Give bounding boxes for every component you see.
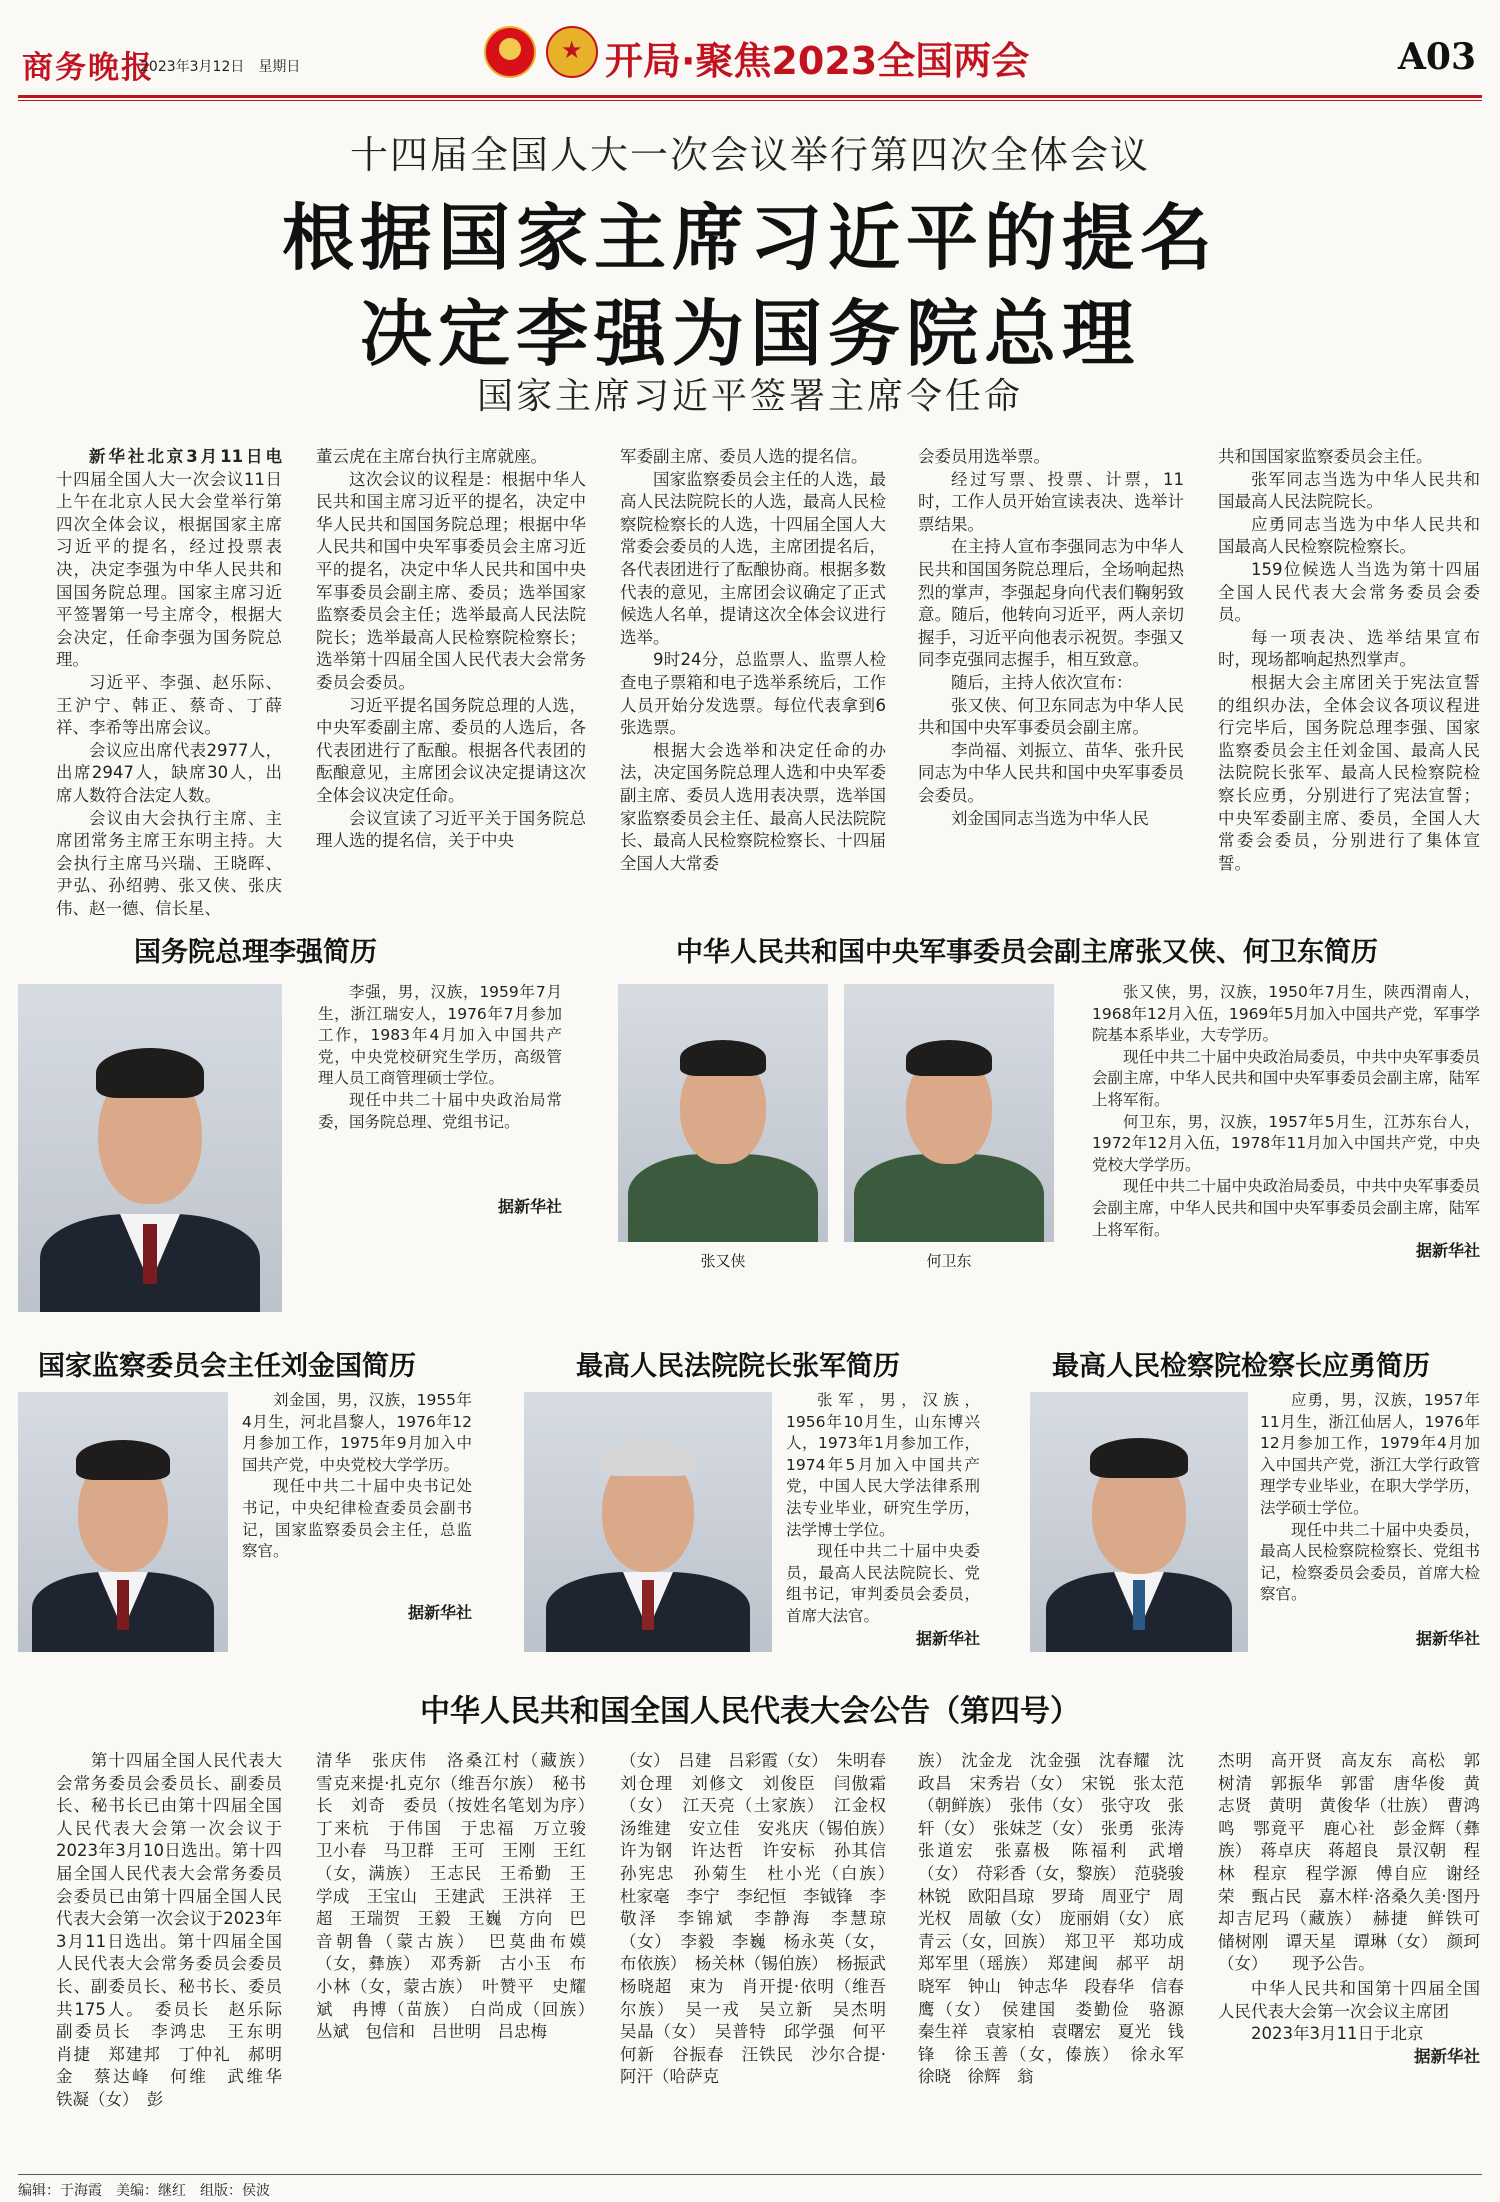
article-paragraph: 李尚福、刘振立、苗华、张升民同志为中华人民共和国中央军事委员会委员。	[918, 740, 1184, 805]
notice-paragraph: （女） 吕建 吕彩霞（女） 朱明春 刘仓理 刘修文 刘俊臣 闫傲霜（女） 江天亮（土家族） 江金权 汤维建 安立佳 安兆庆（锡伯族） 许为钢 许达哲 许安标 孙其信 孙宪忠 孙菊生 杜小光（白族） 杜家毫 李宁 李纪恒 李钺锋 李敬泽 李锦斌 李静海 李慧琼（女） 李毅 李巍 杨永英（女，布依族） 杨关林（锡伯族） 杨振武 杨晓超 束为 肖开提·依明（维吾尔族） 吴一戎 吴立新 吴杰明 吴晶（女） 吴普特 邱学强 何平 何新 谷振春 汪铁民 沙尔合提·阿汗（哈萨克	[620, 1751, 903, 2087]
article-paragraph: 习近平提名国务院总理的人选，中央军委副主席、委员的人选后，各代表团进行了酝酿。根据各代表团的酝酿意见，主席团会议决定提请这次全体会议决定任命。	[316, 695, 586, 805]
notice-column-5	[1218, 1750, 1497, 2068]
article-paragraph: 董云虎在主席台执行主席就座。	[316, 447, 547, 466]
bio-text-zhangjun	[786, 1390, 980, 1628]
notice-paragraph: 第十四届全国人民代表大会常务委员会委员长、副委员长、秘书长已由第十四届全国人民代表大会第一次会议于2023年3月10日选出。第十四届全国人民代表大会常务委员会委员已由第十四届全国人民代表大会第一次会议于2023年3月11日选出。第十四届全国人民代表大会常务委员会委员长、副委员长、秘书长、委员共175人。 委员长 赵乐际 副委员长 李鸿忠 王东明 肖捷 郑建邦 丁仲礼 郝明金 蔡达峰 何维 武维华 铁凝（女） 彭	[56, 1751, 299, 2109]
article-paragraph: 张军同志当选为中华人民共和国最高人民法院院长。	[1218, 469, 1480, 512]
bio-paragraph: 张军，男，汉族，1956年10月生，山东博兴人，1973年1月参加工作，1974年5月加入中国共产党，中国人民大学法律系刑法专业毕业，研究生学历，法学博士学位。	[786, 1391, 980, 1539]
headline-kicker: 十四届全国人大一次会议举行第四次全体会议	[349, 133, 1150, 177]
divider	[18, 100, 1482, 101]
headline-line2: 决定李强为国务院总理	[359, 291, 1140, 376]
notice-column-1	[56, 1750, 299, 2112]
article-paragraph: 在主持人宣布李强同志为中华人民共和国国务院总理后，全场响起热烈的掌声，李强起身向代表们鞠躬致意。随后，他转向习近平，两人亲切握手，习近平向他表示祝贺。李强又同李克强同志握手，相互致意。	[918, 537, 1184, 670]
bio-title-zhangjun: 最高人民法院院长张军简历	[576, 1351, 900, 1382]
article-paragraph: 每一项表决、选举结果宣布时，现场都响起热烈掌声。	[1218, 627, 1480, 670]
photo-caption: 张又侠	[700, 1252, 746, 1270]
bio-paragraph: 现任中共二十届中央政治局常委，国务院总理、党组书记。	[318, 1090, 562, 1131]
notice-paragraph: 清华 张庆伟 洛桑江村（藏族） 雪克来提·扎克尔（维吾尔族） 秘书长 刘奇 委员（按姓名笔划为序） 丁来杭 于伟国 于忠福 万立骏 卫小春 马卫群 王可 王刚 王红（女，满族） 王志民 王希勤 王学成 王宝山 王建武 王洪祥 王超 王瑞贺 王毅 王巍 方向 巴音朝鲁（蒙古族） 巴莫曲布嫫（女，彝族） 邓秀新 古小玉 布小林（女，蒙古族） 叶赞平 史耀斌 冉博（苗族） 白尚成（回族） 丛斌 包信和 吕世明 吕忠梅	[316, 1751, 603, 2042]
portrait-yingyong	[1030, 1392, 1248, 1652]
credit: 据新华社	[1414, 2046, 1480, 2066]
bio-title-yingyong: 最高人民检察院检察长应勇简历	[1052, 1351, 1430, 1382]
article-column-2	[316, 446, 586, 853]
bio-text-military	[1092, 982, 1480, 1241]
notice-column-4	[918, 1750, 1201, 2089]
cppcc-emblem-icon	[546, 26, 598, 78]
article-paragraph: 根据大会主席团关于宪法宣誓的组织办法，全体会议各项议程进行完毕后，国务院总理李强、国家监察委员会主任刘金国、最高人民法院院长张军、最高人民检察院检察长应勇，分别进行了宪法宣誓；中央军委副主席、委员，全国人大常委会委员，分别进行了集体宣誓。	[1218, 672, 1480, 873]
issue-date: 2023年3月12日 星期日	[140, 59, 301, 75]
article-paragraph: 159位候选人当选为第十四届全国人民代表大会常务委员会委员。	[1218, 559, 1480, 625]
article-paragraph: 经过写票、投票、计票，11时，工作人员开始宣读表决、选举计票结果。	[918, 469, 1184, 534]
notice-date: 2023年3月11日于北京	[1251, 2024, 1424, 2044]
notice-signature: 中华人民共和国第十四届全国人民代表大会第一次会议主席团	[1218, 1978, 1480, 2021]
portrait-zhangyouxia	[618, 984, 828, 1242]
national-emblem-icon	[484, 26, 536, 78]
bio-paragraph: 李强，男，汉族，1959年7月生，浙江瑞安人，1976年7月参加工作，1983年4月加入中国共产党，中央党校研究生学历，高级管理人员工商管理硕士学位。	[318, 983, 562, 1088]
headline-subtitle: 国家主席习近平签署主席令任命	[476, 376, 1023, 417]
article-paragraph: 9时24分，总监票人、监票人检查电子票箱和电子选举系统后，工作人员开始分发选票。每位代表拿到6张选票。	[620, 650, 886, 738]
notice-column-3	[620, 1750, 903, 2089]
bio-paragraph: 现任中共二十届中央委员，最高人民法院院长、党组书记，审判委员会委员，首席大法官。	[786, 1542, 980, 1625]
masthead	[0, 0, 1500, 122]
article-column-1	[56, 446, 282, 920]
article-paragraph: 国家监察委员会主任的人选，最高人民法院院长的人选，最高人民检察院检察长的人选，十四届全国人大常委会委员的人选，主席团提名后，各代表团进行了酝酿协商。根据多数代表的意见，主席团会议确定了正式候选人名单，提请这次全体会议进行选举。	[620, 469, 886, 647]
bio-paragraph: 现任中共二十届中央委员，最高人民检察院检察长、党组书记，检察委员会委员，首席大检察官。	[1260, 1520, 1480, 1604]
portrait-zhangjun	[524, 1392, 772, 1652]
article-paragraph: 随后，主持人依次宣布：	[951, 672, 1133, 692]
article-column-5	[1218, 446, 1480, 875]
portrait-liqiang	[18, 984, 282, 1312]
bio-paragraph: 现任中共二十届中央政治局委员，中共中央军事委员会副主席，中华人民共和国中央军事委员会副主席，陆军上将军衔。	[1092, 1047, 1480, 1109]
article-paragraph: 根据大会选举和决定任命的办法，决定国务院总理人选和中央军委副主席、委员人选用表决票，选举国家监察委员会主任、最高人民法院院长、最高人民检察院检察长、十四届全国人大常委	[620, 740, 886, 873]
article-column-4	[918, 446, 1184, 830]
page-number: A03	[1398, 36, 1477, 78]
divider	[18, 2174, 1482, 2175]
bio-title-military: 中华人民共和国中央军事委员会副主席张又侠、何卫东简历	[676, 937, 1378, 968]
notice-paragraph: 杰明 高开贤 高友东 高松 郭树清 郭振华 郭雷 唐华俊 黄志贤 黄明 黄俊华（壮族） 曹鸿鸣 鄂竟平 鹿心社 彭金辉（彝族） 蒋卓庆 蒋超良 景汉朝 程林 程京 程学源 傅自应 谢经荣 甄占民 嘉木样·洛桑久美·图丹却吉尼玛（藏族） 赫捷 鲜铁可 储树刚 谭天星 谭琳（女） 颜珂（女） 现予公告。	[1218, 1751, 1497, 1974]
notice-column-2	[316, 1750, 603, 2044]
notice-title: 中华人民共和国全国人民代表大会公告（第四号）	[420, 1694, 1080, 1729]
headline-line1: 根据国家主席习近平的提名	[281, 195, 1218, 280]
bio-text-liqiang	[318, 982, 562, 1133]
bio-text-liujinguo	[242, 1390, 472, 1563]
article-paragraph: 刘金国同志当选为中华人民	[951, 808, 1149, 828]
divider	[18, 95, 1482, 98]
article-paragraph: 张又侠、何卫东同志为中华人民共和国中央军事委员会副主席。	[918, 695, 1184, 738]
article-paragraph: 这次会议的议程是：根据中华人民共和国主席习近平的提名，决定中华人民共和国国务院总理；根据中华人民共和国中央军事委员会主席习近平的提名，决定中华人民共和国中央军事委员会副主席、委员；选举国家监察委员会主任；选举最高人民法院院长；选举最高人民检察院检察长；选举第十四届全国人民代表大会常务委员会委员。	[316, 469, 586, 692]
credit: 据新华社	[497, 1197, 562, 1216]
paper-name: 商务晚报	[22, 50, 154, 86]
article-paragraph: 共和国国家监察委员会主任。	[1218, 447, 1433, 466]
article-paragraph: 会议由大会执行主席、主席团常务主席王东明主持。大会执行主席马兴瑞、王晓晖、尹弘、孙绍骋、张又侠、张庆伟、赵一德、信长星、	[56, 808, 282, 918]
bio-paragraph: 应勇，男，汉族，1957年11月生，浙江仙居人，1976年12月参加工作，1979年4月加入中国共产党，浙江大学行政管理学专业毕业，在职大学学历，法学硕士学位。	[1260, 1391, 1480, 1517]
article-paragraph: 军委副主席、委员人选的提名信。	[620, 447, 868, 466]
notice-paragraph: 族） 沈金龙 沈金强 沈春耀 沈政昌 宋秀岩（女） 宋锐 张太范（朝鲜族） 张伟（女） 张守攻 张轩（女） 张妹芝（女） 张勇 张涛 张道宏 张嘉极 陈福利 武增（女） 苻彩香（女，黎族） 范骁骏 林锐 欧阳昌琼 罗琦 周亚宁 周光权 周敏（女） 庞丽娟（女） 底青云（女，回族） 郑卫平 郑功成 郑军里（瑶族） 郑建闽 郝平 胡晓军 钟山 钟志华 段春华 信春鹰（女） 侯建国 娄勤俭 骆源 秦生祥 袁家柏 袁曙宏 夏光 钱锋 徐玉善（女，傣族） 徐永军 徐晓 徐辉 翁	[918, 1751, 1201, 2087]
credit: 据新华社	[407, 1603, 472, 1622]
article-paragraph: 习近平、李强、赵乐际、王沪宁、韩正、蔡奇、丁薛祥、李希等出席会议。	[56, 672, 282, 738]
bio-paragraph: 现任中共二十届中央书记处书记，中央纪律检查委员会副书记，国家监察委员会主任，总监察官。	[242, 1477, 472, 1561]
article-paragraph: 会议宣读了习近平关于国务院总理人选的提名信，关于中央	[316, 808, 586, 851]
bio-paragraph: 何卫东，男，汉族，1957年5月生，江苏东台人，1972年12月入伍，1978年11月加入中国共产党，中央党校大学学历。	[1092, 1112, 1480, 1174]
photo-caption: 何卫东	[926, 1252, 972, 1270]
bio-text-yingyong	[1260, 1390, 1480, 1606]
bio-title-liqiang: 国务院总理李强简历	[134, 937, 377, 968]
editor-credits: 编辑：于海霞 美编：继红 组版：侯波	[18, 2183, 270, 2199]
article-paragraph: 会委员用选举票。	[918, 447, 1050, 466]
article-column-3	[620, 446, 886, 875]
section-title: 开局·聚焦2023全国两会	[605, 39, 1030, 83]
bio-paragraph: 现任中共二十届中央政治局委员，中共中央军事委员会副主席，中华人民共和国中央军事委员会副主席，陆军上将军衔。	[1092, 1177, 1480, 1239]
credit: 据新华社	[915, 1629, 980, 1648]
bio-title-liujinguo: 国家监察委员会主任刘金国简历	[38, 1351, 416, 1382]
portrait-heweidong	[844, 984, 1054, 1242]
credit: 据新华社	[1415, 1241, 1480, 1260]
bio-paragraph: 张又侠，男，汉族，1950年7月生，陕西渭南人，1968年12月入伍，1969年5月加入中国共产党，军事学院基本系毕业，大专学历。	[1092, 983, 1480, 1045]
credit: 据新华社	[1415, 1629, 1480, 1648]
bio-paragraph: 刘金国，男，汉族，1955年4月生，河北昌黎人，1976年12月参加工作，1975年9月加入中国共产党，中央党校大学学历。	[242, 1391, 472, 1474]
portrait-liujinguo	[18, 1392, 228, 1652]
article-paragraph: 应勇同志当选为中华人民共和国最高人民检察院检察长。	[1218, 514, 1480, 557]
article-paragraph: 会议应出席代表2977人，出席2947人，缺席30人，出席人数符合法定人数。	[56, 740, 282, 805]
dateline: 新华社北京3月11日电	[89, 447, 282, 466]
article-paragraph: 十四届全国人大一次会议11日上午在北京人民大会堂举行第四次全体会议，根据国家主席习近平的提名，经过投票表决，决定李强为中华人民共和国国务院总理。国家主席习近平签署第一号主席令，根据大会决定，任命李强为国务院总理。	[56, 469, 282, 670]
